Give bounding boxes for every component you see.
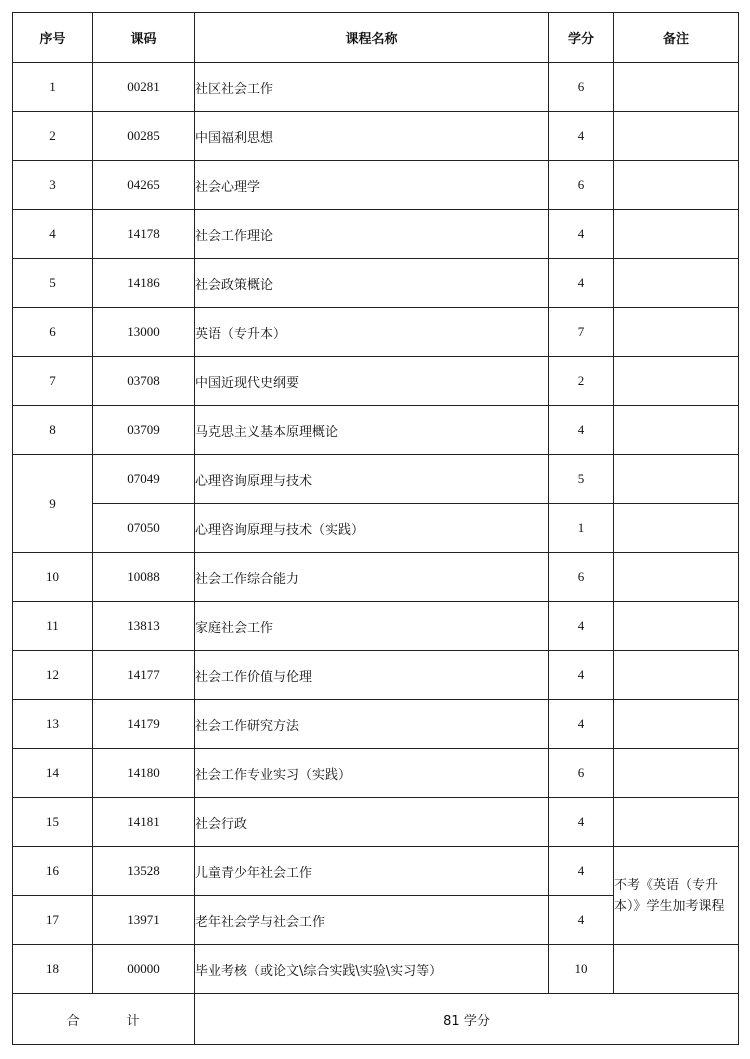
row-seq: 1 — [13, 63, 93, 112]
row-name: 社会工作研究方法 — [195, 700, 549, 749]
row-code: 07050 — [93, 504, 195, 553]
row-note — [614, 406, 739, 455]
row-name: 中国福利思想 — [195, 112, 549, 161]
total-row — [13, 994, 739, 1045]
row-note — [614, 161, 739, 210]
header-credits: 学分 — [549, 13, 614, 63]
row-note — [614, 63, 739, 112]
row-note-extra-exam: 不考《英语（专升本）》学生加考课程 — [614, 847, 739, 945]
row-code: 00000 — [93, 945, 195, 994]
row-seq: 12 — [13, 651, 93, 700]
table-row — [13, 847, 739, 896]
row-note — [614, 308, 739, 357]
row-code: 13000 — [93, 308, 195, 357]
row-name: 社区社会工作 — [195, 63, 549, 112]
row-seq: 17 — [13, 896, 93, 945]
row-note — [614, 553, 739, 602]
row-name: 中国近现代史纲要 — [195, 357, 549, 406]
row-name: 社会工作综合能力 — [195, 553, 549, 602]
row-code: 13528 — [93, 847, 195, 896]
row-note — [614, 357, 739, 406]
table-row — [13, 749, 739, 798]
table-row — [13, 798, 739, 847]
row-seq: 7 — [13, 357, 93, 406]
row-credits: 4 — [549, 700, 614, 749]
table-row — [13, 308, 739, 357]
row-note — [614, 602, 739, 651]
row-seq: 3 — [13, 161, 93, 210]
row-name: 社会心理学 — [195, 161, 549, 210]
row-seq: 4 — [13, 210, 93, 259]
row-name: 社会工作价值与伦理 — [195, 651, 549, 700]
row-code: 14178 — [93, 210, 195, 259]
header-name: 课程名称 — [195, 13, 549, 63]
table-row — [13, 700, 739, 749]
table-row — [13, 602, 739, 651]
row-credits: 4 — [549, 112, 614, 161]
table-row — [13, 455, 739, 504]
table-row — [13, 259, 739, 308]
row-code: 14180 — [93, 749, 195, 798]
table-row — [13, 161, 739, 210]
table-row — [13, 357, 739, 406]
row-seq: 15 — [13, 798, 93, 847]
row-code: 00285 — [93, 112, 195, 161]
row-note — [614, 798, 739, 847]
row-seq: 14 — [13, 749, 93, 798]
row-code: 13971 — [93, 896, 195, 945]
row-code: 04265 — [93, 161, 195, 210]
row-name: 心理咨询原理与技术 — [195, 455, 549, 504]
row-seq: 18 — [13, 945, 93, 994]
row-name: 马克思主义基本原理概论 — [195, 406, 549, 455]
row-credits: 7 — [549, 308, 614, 357]
row-name: 家庭社会工作 — [195, 602, 549, 651]
row-code: 07049 — [93, 455, 195, 504]
row-credits: 10 — [549, 945, 614, 994]
header-note: 备注 — [614, 13, 739, 63]
row-name: 社会行政 — [195, 798, 549, 847]
header-code: 课码 — [93, 13, 195, 63]
total-label-he: 合 — [66, 1013, 81, 1029]
row-code: 14179 — [93, 700, 195, 749]
row-name: 儿童青少年社会工作 — [195, 847, 549, 896]
row-note — [614, 504, 739, 553]
table-row — [13, 553, 739, 602]
row-note — [614, 210, 739, 259]
row-seq: 5 — [13, 259, 93, 308]
row-note — [614, 749, 739, 798]
row-credits: 4 — [549, 602, 614, 651]
row-credits: 4 — [549, 210, 614, 259]
row-credits: 6 — [549, 749, 614, 798]
row-seq: 6 — [13, 308, 93, 357]
row-seq: 13 — [13, 700, 93, 749]
row-credits: 4 — [549, 798, 614, 847]
row-seq: 9 — [13, 455, 93, 553]
table-header-row — [13, 13, 739, 63]
row-name: 毕业考核（或论文\综合实践\实验\实习等） — [195, 945, 549, 994]
row-credits: 4 — [549, 896, 614, 945]
row-seq: 8 — [13, 406, 93, 455]
row-seq: 10 — [13, 553, 93, 602]
total-label-ji: 计 — [126, 1013, 141, 1029]
row-seq: 11 — [13, 602, 93, 651]
table-row — [13, 63, 739, 112]
row-credits: 6 — [549, 63, 614, 112]
row-code: 14177 — [93, 651, 195, 700]
total-credits: 81 学分 — [195, 994, 739, 1045]
row-note — [614, 455, 739, 504]
table-row — [13, 210, 739, 259]
row-seq: 16 — [13, 847, 93, 896]
header-seq: 序号 — [13, 13, 93, 63]
row-note — [614, 259, 739, 308]
row-code: 03708 — [93, 357, 195, 406]
row-credits: 4 — [549, 259, 614, 308]
row-code: 14181 — [93, 798, 195, 847]
table-row — [13, 504, 739, 553]
row-note — [614, 651, 739, 700]
row-code: 13813 — [93, 602, 195, 651]
curriculum-table — [12, 12, 739, 1045]
row-name: 社会工作专业实习（实践） — [195, 749, 549, 798]
row-name: 心理咨询原理与技术（实践） — [195, 504, 549, 553]
row-credits: 4 — [549, 847, 614, 896]
row-credits: 6 — [549, 161, 614, 210]
row-code: 03709 — [93, 406, 195, 455]
row-name: 社会工作理论 — [195, 210, 549, 259]
row-name: 英语（专升本） — [195, 308, 549, 357]
row-credits: 2 — [549, 357, 614, 406]
row-credits: 6 — [549, 553, 614, 602]
row-seq: 2 — [13, 112, 93, 161]
row-credits: 1 — [549, 504, 614, 553]
row-note — [614, 112, 739, 161]
row-credits: 5 — [549, 455, 614, 504]
total-label — [13, 994, 195, 1045]
row-name: 社会政策概论 — [195, 259, 549, 308]
table-row — [13, 112, 739, 161]
table-row — [13, 945, 739, 994]
row-name: 老年社会学与社会工作 — [195, 896, 549, 945]
row-credits: 4 — [549, 651, 614, 700]
row-note — [614, 945, 739, 994]
row-code: 14186 — [93, 259, 195, 308]
row-code: 10088 — [93, 553, 195, 602]
table-row — [13, 651, 739, 700]
table-row — [13, 406, 739, 455]
row-credits: 4 — [549, 406, 614, 455]
row-note — [614, 700, 739, 749]
row-code: 00281 — [93, 63, 195, 112]
